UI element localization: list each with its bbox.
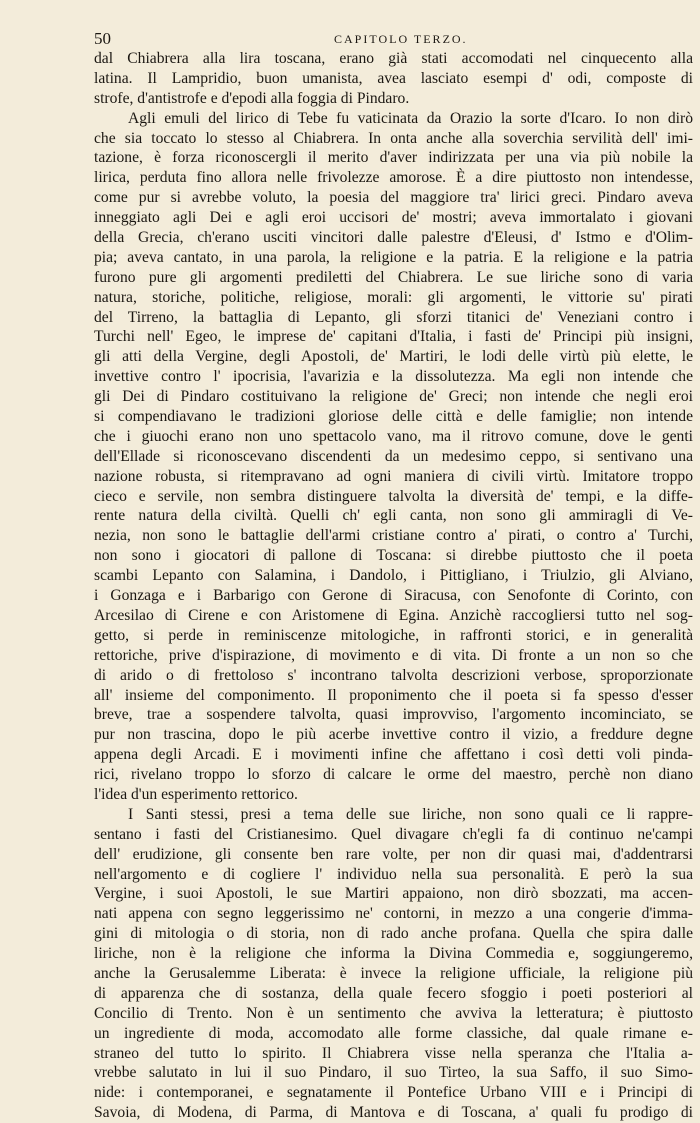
text-line: che i giuochi erano non uno spettacolo vano, ma il ritrovo comune, dove le genti xyxy=(94,427,693,445)
text-line: di apparenza che di sostanza, della quale fecero sfoggio i poeti posteriori al xyxy=(94,984,693,1002)
text-line: natura, storiche, politiche, religiose, morali: gli argomenti, le vittorie su' pirati xyxy=(94,288,693,306)
text-line: lirica, perduta fino allora nelle frivolezze amorose. È a dire piuttosto non intendesse, xyxy=(94,169,693,187)
text-line: vrebbe salutato in lui il suo Pindaro, il suo Tirteo, la sua Saffo, il suo Simo- xyxy=(94,1064,693,1082)
text-line: I Santi stessi, presi a tema delle sue liriche, non sono quali ce li rappre- xyxy=(128,805,693,823)
text-line: getto, si perde in reminiscenze mitologiche, in raffronti storici, e in generalità xyxy=(94,626,693,644)
text-line: gli atti della Vergine, degli Apostoli, de' Martiri, le lodi delle virtù più elette, le xyxy=(94,348,693,366)
text-line: rettoriche, prive d'ispirazione, di movimento e di vita. Di fronte a un non so che xyxy=(94,646,693,664)
text-line: dell' erudizione, gli consente ben rare volte, per non dir quasi mai, d'addentrarsi xyxy=(94,845,693,863)
text-line: furono pure gli argomenti prediletti del Chiabrera. Le sue liriche sono di varia xyxy=(94,268,693,286)
text-line: liriche, non è la religione che informa la Divina Commedia e, soggiungeremo, xyxy=(94,945,693,963)
text-line: del Tirreno, la battaglia di Lepanto, gli sforzi titanici de' Veneziani contro i xyxy=(94,308,693,326)
text-line: dell'Ellade si riconoscevano discendenti da un medesimo ceppo, si sentivano una xyxy=(94,447,693,465)
text-line: scambi Lepanto con Salamina, i Dandolo, i Pittigliano, i Triulzio, gli Alviano, xyxy=(94,567,693,585)
text-line: pur non trascina, dopo le più acerbe invettive contro il vizio, a freddure degne xyxy=(94,726,693,744)
text-line: come pur si avrebbe voluto, la poesia del maggiore tra' lirici greci. Pindaro aveva xyxy=(94,189,693,207)
text-line: strofe, d'antistrofe e d'epodi alla foggia di Pindaro. xyxy=(94,89,410,107)
text-line: Concilio di Trento. Non è un sentimento che avviva la letteratura; è piuttosto xyxy=(94,1004,693,1022)
text-line: nezia, non sono le battaglie dell'armi cristiane contro a' pirati, o contro a' Turchi, xyxy=(94,527,693,545)
text-line: appena degli Arcadi. E i movimenti infine che affettano i così detti voli pinda- xyxy=(94,746,693,764)
text-line: cieco e servile, non sembra distinguere talvolta la diversità de' tempi, e la diffe- xyxy=(94,487,693,505)
text-line: inneggiato agli Dei e agli eroi uccisori de' mostri; aveva immortalato i giovani xyxy=(94,209,693,227)
text-line: nell'argomento e di cogliere l' individuo nella sua personalità. E però la sua xyxy=(94,865,693,883)
text-line: i Gonzaga e i Barbarigo con Gerone di Siracusa, con Senofonte di Corinto, con xyxy=(94,587,693,605)
text-line: anche la Gerusalemme Liberata: è invece la religione ufficiale, la religione più xyxy=(94,964,693,982)
text-line: Arcesilao di Cirene e con Aristomene di Egina. Anzichè raccogliersi tutto nel sog- xyxy=(94,606,693,624)
text-line: invettive contro l' ipocrisia, l'avarizia e la dissolutezza. Ma egli non intende che xyxy=(94,368,693,386)
text-line: nati appena con segno leggerissimo ne' contorni, in mezzo a una congerie d'imma- xyxy=(94,905,693,923)
text-line: rente natura della civiltà. Quelli ch' egli canta, non sono gli ammiragli di Ve- xyxy=(94,507,693,525)
text-line: Savoia, di Modena, di Parma, di Mantova e di Toscana, a' quali fu prodigo di xyxy=(94,1104,693,1122)
text-line: di arido o di frettoloso s' incontrano talvolta descrizioni verbose, sproporzionate xyxy=(94,666,693,684)
text-line: l'idea d'un esperimento rettorico. xyxy=(94,785,298,803)
text-line: tazione, è forza riconoscergli il merito d'aver indirizzata per una via più nobile la xyxy=(94,149,693,167)
text-line: breve, trae a sospendere talvolta, quasi improvviso, l'argomento incominciato, se xyxy=(94,706,693,724)
text-line: si compendiavano le tradizioni gloriose delle città e delle famiglie; non intende xyxy=(94,408,693,426)
text-line: sentano i fasti del Cristianesimo. Quel divagare ch'egli fa di continuo ne'campi xyxy=(94,825,693,843)
text-line: pia; aveva cantato, in una parola, la religione e la patria. E la religione e la patria xyxy=(94,248,693,266)
text-line: non sono i giocatori di pallone di Toscana: si direbbe piuttosto che il poeta xyxy=(94,547,693,565)
chapter-title: CAPITOLO TERZO. xyxy=(334,32,468,46)
text-line: dal Chiabrera alla lira toscana, erano già stati accomodati nel cinquecento alla xyxy=(94,50,693,67)
text-line: un ingrediente di moda, accomodato alle forme classiche, dal quale rimane e- xyxy=(94,1024,693,1042)
text-line: Vergine, i suoi Apostoli, le sue Martiri appaiono, non dirò sbozzati, ma accen- xyxy=(94,885,693,903)
text-line: che sia toccato lo stesso al Chiabrera. In onta anche alla soverchia servilità dell' imi- xyxy=(94,129,693,147)
text-line: Agli emuli del lirico di Tebe fu vaticinata da Orazio la sorte d'Icaro. Io non dirò xyxy=(128,109,693,127)
text-line: gini di mitologia o di storia, non di rado anche profana. Quella che spira dalle xyxy=(94,925,693,943)
body-text xyxy=(94,49,693,1123)
text-line: Turchi nell' Egeo, le imprese de' capitani d'Italia, i fasti de' Principi più insigni, xyxy=(94,328,693,346)
text-line: gli Dei di Pindaro costituivano la religione de' Greci; non intende che negli eroi xyxy=(94,388,693,406)
text-line: nide: i contemporanei, e segnatamente il Pontefice Urbano VIII e i Principi di xyxy=(94,1084,693,1102)
text-line: della Grecia, ch'erano usciti vincitori dalle palestre d'Eleusi, d' Istmo e d'Olim- xyxy=(94,229,693,247)
text-line: latina. Il Lampridio, buon umanista, avea lasciato esempi d' odi, composte di xyxy=(94,69,693,87)
text-line: nazione robusta, si ritempravano ad ogni maniera di civili virtù. Imitatore troppo xyxy=(94,467,693,485)
text-line: straneo del tutto lo spirito. Il Chiabrera visse nella speranza che l'Italia a- xyxy=(94,1044,693,1062)
page-number: 50 xyxy=(94,29,111,48)
text-line: rici, rivelano troppo lo sforzo di calcare le orme del maestro, perchè non diano xyxy=(94,766,693,784)
text-line: all' insieme del componimento. Il proponimento che il poeta si fa spesso d'esser xyxy=(94,686,693,704)
